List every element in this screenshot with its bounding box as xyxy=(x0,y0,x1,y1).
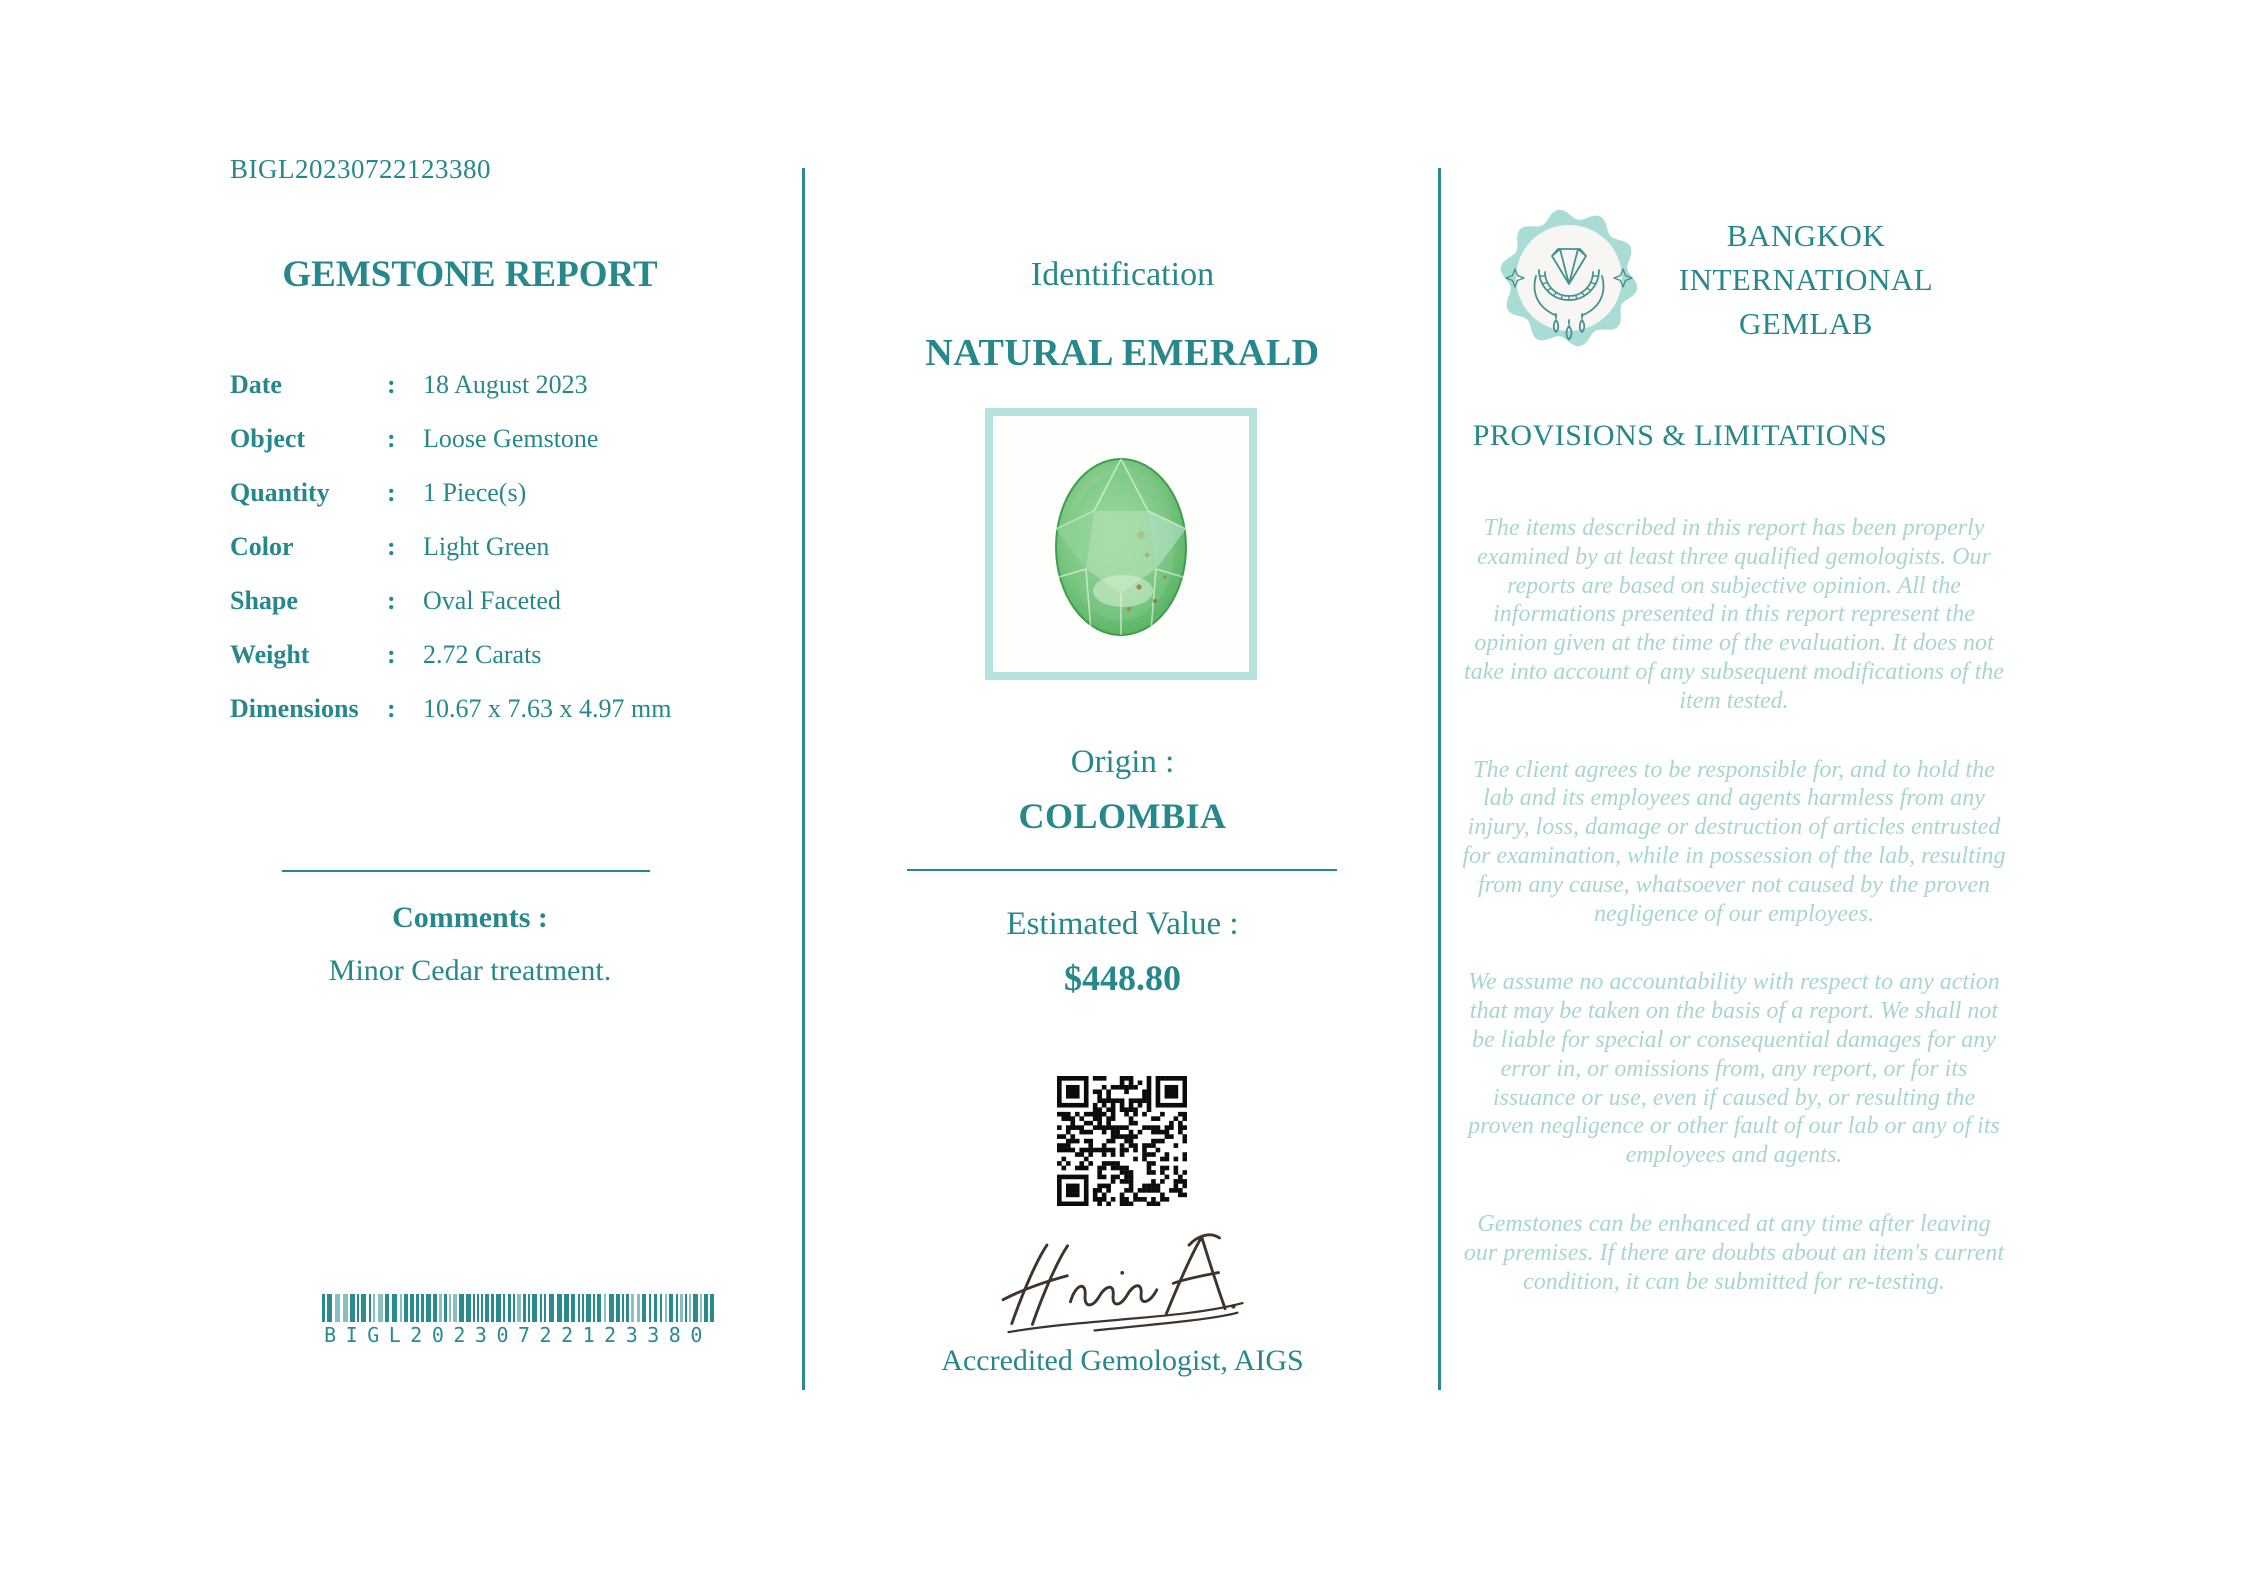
origin-label: Origin : xyxy=(1070,744,1175,780)
estimated-value-label: Estimated Value : xyxy=(1006,906,1239,942)
signer-title: Accredited Gemologist, AIGS xyxy=(941,1344,1304,1377)
lab-name-line: INTERNATIONAL xyxy=(1678,262,1934,297)
field-colon: : xyxy=(387,694,396,723)
field-value: Loose Gemstone xyxy=(423,424,599,453)
identification-heading: Identification xyxy=(1030,256,1215,293)
table-row xyxy=(230,412,730,466)
provisions-paragraph: We assume no accountability with respect to any action that may be taken on the basis of a report. We shall not be liable for special or consequential damages for any error in, or omissions from, any report, or for its issuance or use, even if caused by, or resulting the proven negligence or other fault of our lab or any of its employees and agents. xyxy=(1468,969,2000,1169)
lab-name xyxy=(1636,214,1976,346)
field-label: Quantity xyxy=(230,478,330,507)
field-label: Date xyxy=(230,370,282,399)
estimated-value: $448.80 xyxy=(1064,958,1181,998)
barcode-icon xyxy=(322,1294,714,1322)
lab-logo-badge-icon xyxy=(1498,202,1640,356)
gemstone-photo-frame xyxy=(985,408,1257,680)
field-colon: : xyxy=(387,532,396,561)
provisions-paragraph: The items described in this report has been properly examined by at least three qualified gemologists. Our reports are based on subjective opinion. All the informations presented in this report represent the opinion given at the time of the evaluation. It does not take into account of any subsequent modifications of the item tested. xyxy=(1464,515,2004,714)
field-label: Shape xyxy=(230,586,298,615)
report-serial-number: BIGL20230722123380 xyxy=(230,154,491,184)
field-value: 10.67 x 7.63 x 4.97 mm xyxy=(423,694,672,723)
barcode-value: BIGL20230722123380 xyxy=(324,1323,712,1347)
field-label: Color xyxy=(230,532,294,561)
table-row xyxy=(230,358,730,412)
table-row xyxy=(230,466,730,520)
field-colon: : xyxy=(387,586,396,615)
origin-value: COLOMBIA xyxy=(1018,796,1227,836)
provisions-paragraph: The client agrees to be responsible for, and to hold the lab and its employees and agents harmless from any injury, loss, damage or destruction of articles entrusted for examination, while in possession of the lab, resulting from any cause, whatsoever not caused by the proven negligence of our employees. xyxy=(1462,756,2006,927)
provisions-heading: PROVISIONS & LIMITATIONS xyxy=(1472,419,1888,452)
field-value: 18 August 2023 xyxy=(423,370,588,399)
field-value: Oval Faceted xyxy=(423,586,561,615)
field-colon: : xyxy=(387,370,396,399)
value-divider-line xyxy=(907,869,1337,871)
provisions-paragraph: Gemstones can be enhanced at any time after leaving our premises. If there are doubts about an item's current condition, it can be submitted for re-testing. xyxy=(1463,1210,2005,1295)
lab-name-line: BANGKOK xyxy=(1726,218,1886,253)
details-table xyxy=(230,358,730,736)
report-title: GEMSTONE REPORT xyxy=(282,254,658,295)
field-value: 2.72 Carats xyxy=(423,640,542,669)
field-value: 1 Piece(s) xyxy=(423,478,527,507)
identification-column xyxy=(805,0,1440,1589)
comments-label: Comments : xyxy=(392,901,548,934)
table-row xyxy=(230,520,730,574)
table-row xyxy=(230,574,730,628)
gemologist-signature xyxy=(982,1228,1262,1344)
field-colon: : xyxy=(387,640,396,669)
field-label: Weight xyxy=(230,640,310,669)
gemstone-photo xyxy=(993,416,1249,672)
field-label: Dimensions xyxy=(230,694,359,723)
field-value: Light Green xyxy=(423,532,550,561)
qr-code-icon xyxy=(1057,1076,1187,1206)
barcode xyxy=(322,1294,714,1347)
comments-text: Minor Cedar treatment. xyxy=(328,954,612,987)
field-colon: : xyxy=(387,424,396,453)
provisions-paragraphs xyxy=(1458,514,2010,1336)
comments-divider-line xyxy=(282,870,650,872)
species-name: NATURAL EMERALD xyxy=(925,332,1320,374)
table-row xyxy=(230,628,730,682)
lab-column xyxy=(1440,0,2040,1589)
lab-name-line: GEMLAB xyxy=(1739,306,1873,341)
field-colon: : xyxy=(387,478,396,507)
table-row xyxy=(230,682,730,736)
field-label: Object xyxy=(230,424,306,453)
